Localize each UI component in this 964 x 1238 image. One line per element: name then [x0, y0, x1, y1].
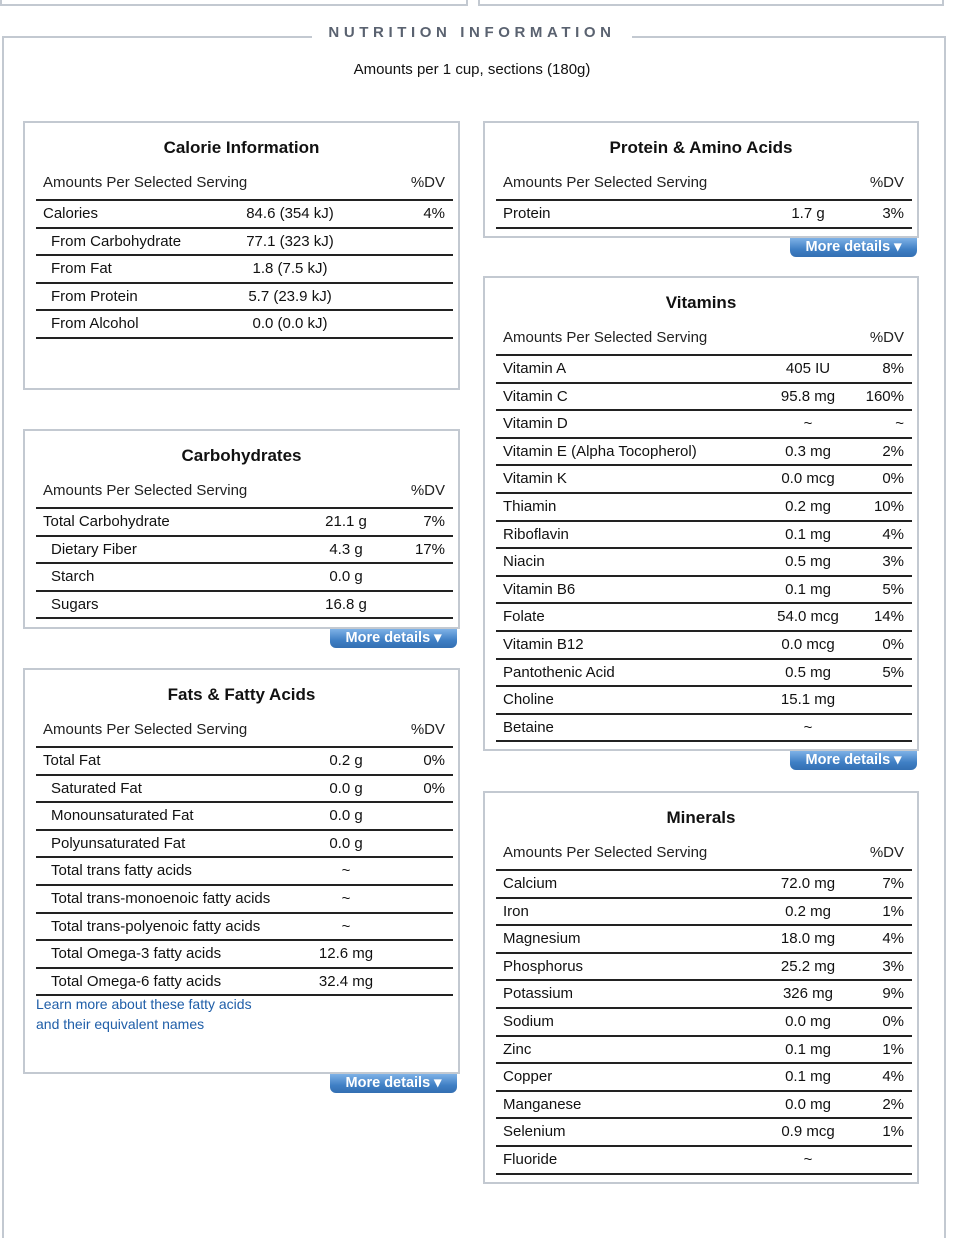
nutrient-name: Total Omega-6 fatty acids	[51, 972, 222, 990]
nutrient-name: Vitamin K	[503, 470, 567, 488]
nutrient-amount: 0.9 mcg	[781, 1123, 835, 1141]
table-row	[496, 1119, 912, 1147]
nutrient-name: From Carbohydrate	[51, 232, 182, 250]
nutrient-name: Potassium	[503, 985, 574, 1003]
table-header	[36, 167, 453, 201]
nutrient-name: Phosphorus	[503, 957, 584, 975]
table-row	[36, 748, 453, 776]
nutrient-dv: 10%	[873, 497, 904, 515]
table-row	[36, 311, 453, 339]
nutrient-amount: 0.5 mg	[785, 663, 831, 681]
amounts-column-header: Amounts Per Selected Serving	[43, 482, 248, 499]
vitamins-title: Vitamins	[665, 293, 737, 312]
nutrient-name: Folate	[503, 608, 545, 626]
nutrient-dv: 7%	[882, 875, 904, 892]
table-row	[496, 871, 912, 899]
nutrient-name: Sodium	[503, 1012, 554, 1030]
nutrient-amount: 18.0 mg	[780, 930, 836, 948]
table-row	[36, 564, 453, 592]
table-row	[496, 577, 912, 605]
nutrient-dv: 0%	[423, 752, 445, 769]
nutrient-amount: 25.2 mg	[780, 957, 836, 975]
nutrient-amount: 0.0 g	[329, 834, 363, 852]
table-row	[36, 229, 453, 257]
nutrient-dv: 1%	[882, 1040, 904, 1058]
nutrient-dv: 4%	[882, 1068, 904, 1086]
nutrient-amount: 0.2 g	[329, 752, 363, 769]
vitamins-panel	[483, 276, 919, 751]
fatty-acids-learn-more-link[interactable]: and their equivalent names	[36, 1016, 205, 1032]
nutrient-name: Vitamin A	[503, 360, 567, 377]
nutrient-name: Saturated Fat	[51, 779, 142, 797]
nutrient-name: From Protein	[51, 287, 138, 305]
nutrient-dv: 14%	[873, 608, 904, 626]
nutrient-dv: 9%	[882, 985, 904, 1003]
nutrient-amount: 0.3 mg	[785, 442, 831, 460]
table-header	[36, 475, 453, 509]
nutrient-name: Total Fat	[43, 752, 101, 769]
nutrient-amount: ~	[341, 917, 351, 935]
table-header	[36, 714, 453, 748]
nutrient-amount: 5.7 (23.9 kJ)	[248, 287, 332, 305]
table-row	[36, 776, 453, 804]
calorie-title: Calorie Information	[163, 138, 320, 157]
fats-more-details-button[interactable]: More details ▾	[330, 1074, 457, 1093]
table-row	[496, 632, 912, 660]
amounts-column-header: Amounts Per Selected Serving	[503, 174, 708, 191]
dv-column-header: %DV	[869, 844, 904, 861]
table-row	[496, 201, 912, 229]
table-row	[496, 466, 912, 494]
nutrient-amount: ~	[803, 718, 813, 736]
carbs-table	[36, 475, 453, 619]
nutrient-name: Total trans-polyenoic fatty acids	[51, 917, 261, 935]
nutrient-amount: 77.1 (323 kJ)	[246, 232, 334, 250]
table-row	[36, 201, 453, 229]
nutrient-amount: 0.0 g	[329, 568, 363, 586]
nutrient-amount: 1.7 g	[791, 205, 825, 222]
nutrient-dv: 1%	[882, 1123, 904, 1141]
dv-column-header: %DV	[869, 329, 904, 346]
nutrient-name: Betaine	[503, 718, 554, 736]
table-row	[36, 914, 453, 942]
fats-title: Fats & Fatty Acids	[167, 685, 316, 704]
nutrient-name: Calories	[43, 205, 99, 222]
nutrient-name: Total Omega-3 fatty acids	[51, 945, 222, 963]
amounts-column-header: Amounts Per Selected Serving	[503, 844, 708, 861]
table-row	[496, 1037, 912, 1065]
nutrient-name: Vitamin B12	[503, 635, 584, 653]
nutrient-dv: 3%	[882, 957, 904, 975]
nutrient-dv: 8%	[882, 360, 904, 377]
nutrient-amount: 0.1 mg	[785, 580, 831, 598]
minerals-table	[496, 837, 912, 1175]
table-row	[36, 256, 453, 284]
nutrient-name: Riboflavin	[503, 525, 569, 543]
table-row	[496, 356, 912, 384]
nutrient-amount: 54.0 mcg	[777, 608, 839, 626]
nutrient-name: Choline	[503, 691, 554, 709]
nutrient-name: Sugars	[51, 595, 99, 613]
nutrient-amount: 326 mg	[782, 985, 834, 1003]
nutrient-dv: 7%	[423, 513, 445, 530]
nutrient-amount: 0.0 mcg	[781, 470, 835, 488]
nutrient-name: Dietary Fiber	[51, 540, 137, 558]
previous-panel-left	[0, 0, 468, 6]
carbs-title: Carbohydrates	[181, 446, 302, 465]
protein-title: Protein & Amino Acids	[609, 138, 793, 157]
nutrient-amount: 0.0 (0.0 kJ)	[252, 315, 328, 333]
table-row	[496, 715, 912, 743]
table-row	[36, 969, 453, 997]
nutrient-amount: 1.8 (7.5 kJ)	[252, 260, 328, 278]
dv-column-header: %DV	[410, 482, 445, 499]
nutrient-name: Fluoride	[503, 1150, 558, 1168]
nutrient-name: Niacin	[503, 553, 545, 571]
amounts-column-header: Amounts Per Selected Serving	[43, 721, 248, 738]
minerals-panel	[483, 791, 919, 1184]
nutrient-dv: 0%	[882, 470, 904, 488]
nutrient-name: Total trans fatty acids	[51, 862, 192, 880]
dv-column-header: %DV	[410, 721, 445, 738]
protein-panel	[483, 121, 919, 238]
nutrient-name: From Fat	[51, 260, 112, 278]
nutrient-amount: ~	[341, 862, 351, 880]
nutrient-name: Calcium	[503, 875, 558, 892]
amounts-column-header: Amounts Per Selected Serving	[503, 329, 708, 346]
protein-table	[496, 167, 912, 229]
serving-subtitle: Amounts per 1 cup, sections (180g)	[353, 61, 591, 78]
table-row	[36, 886, 453, 914]
table-row	[496, 954, 912, 982]
amounts-column-header: Amounts Per Selected Serving	[43, 174, 248, 191]
minerals-title: Minerals	[666, 808, 736, 827]
nutrient-amount: 0.1 mg	[785, 1068, 831, 1086]
nutrient-amount: 95.8 mg	[780, 387, 836, 405]
table-header	[496, 322, 912, 356]
nutrient-dv: ~	[895, 415, 904, 433]
table-row	[496, 494, 912, 522]
nutrient-amount: ~	[341, 889, 351, 907]
table-row	[496, 1064, 912, 1092]
nutrient-dv: 3%	[882, 205, 904, 222]
nutrient-amount: ~	[803, 415, 813, 433]
fatty-acids-learn-more-link[interactable]: Learn more about these fatty acids	[36, 996, 252, 1012]
nutrient-dv: 2%	[882, 442, 904, 460]
table-row	[36, 831, 453, 859]
nutrient-name: Vitamin E (Alpha Tocopherol)	[503, 442, 697, 460]
nutrient-dv: 5%	[882, 663, 904, 681]
nutrient-amount: 21.1 g	[325, 513, 367, 530]
nutrient-name: Starch	[51, 568, 95, 586]
table-header	[496, 167, 912, 201]
table-row	[496, 660, 912, 688]
fats-table	[36, 714, 453, 996]
nutrient-amount: 72.0 mg	[780, 875, 836, 892]
protein-more-details-button[interactable]: More details ▾	[790, 238, 917, 257]
nutrient-dv: 5%	[882, 580, 904, 598]
nutrient-amount: 84.6 (354 kJ)	[246, 205, 334, 222]
dv-column-header: %DV	[869, 174, 904, 191]
nutrient-name: Monounsaturated Fat	[51, 807, 194, 825]
table-row	[36, 858, 453, 886]
nutrient-amount: 0.0 mcg	[781, 635, 835, 653]
table-row	[496, 926, 912, 954]
table-row	[496, 1147, 912, 1175]
table-row	[496, 522, 912, 550]
nutrient-dv: 0%	[423, 779, 445, 797]
calorie-information-panel	[23, 121, 460, 390]
table-row	[496, 411, 912, 439]
nutrient-name: Selenium	[503, 1123, 566, 1141]
table-row	[496, 1009, 912, 1037]
nutrient-amount: 15.1 mg	[780, 691, 836, 709]
nutrient-amount: 0.1 mg	[785, 525, 831, 543]
nutrient-amount: 0.2 mg	[785, 497, 831, 515]
nutrient-name: Copper	[503, 1068, 553, 1086]
nutrient-dv: 17%	[414, 540, 445, 558]
fats-panel	[23, 668, 460, 1074]
table-row	[496, 604, 912, 632]
table-row	[496, 981, 912, 1009]
nutrient-dv: 2%	[882, 1095, 904, 1113]
nutrient-name: Thiamin	[503, 497, 557, 515]
nutrient-amount: 0.0 mg	[785, 1012, 831, 1030]
vitamins-table	[496, 322, 912, 742]
nutrient-amount: 12.6 mg	[318, 945, 374, 963]
nutrient-amount: 4.3 g	[329, 540, 363, 558]
nutrient-dv: 4%	[423, 205, 445, 222]
table-row	[496, 384, 912, 412]
carbohydrates-more-details-button[interactable]: More details ▾	[330, 629, 457, 648]
nutrient-name: Zinc	[503, 1040, 532, 1058]
nutrient-amount: ~	[803, 1150, 813, 1168]
nutrient-dv: 0%	[882, 635, 904, 653]
table-row	[36, 537, 453, 565]
table-row	[496, 687, 912, 715]
previous-panel-right	[478, 0, 944, 6]
nutrient-name: Vitamin B6	[503, 580, 576, 598]
nutrient-name: Pantothenic Acid	[503, 663, 615, 681]
nutrient-dv: 1%	[882, 902, 904, 920]
carbohydrates-panel	[23, 429, 460, 629]
nutrient-dv: 3%	[882, 553, 904, 571]
table-row	[496, 1092, 912, 1120]
nutrient-name: Protein	[503, 205, 551, 222]
nutrient-amount: 0.5 mg	[785, 553, 831, 571]
nutrient-name: Polyunsaturated Fat	[51, 834, 186, 852]
dv-column-header: %DV	[410, 174, 445, 191]
table-row	[36, 803, 453, 831]
nutrient-dv: 4%	[882, 930, 904, 948]
nutrient-name: Total Carbohydrate	[43, 513, 170, 530]
nutrient-amount: 16.8 g	[325, 595, 367, 613]
nutrient-amount: 0.0 g	[329, 779, 363, 797]
table-row	[36, 509, 453, 537]
nutrient-amount: 0.0 g	[329, 807, 363, 825]
nutrient-name: Vitamin D	[503, 415, 568, 433]
nutrient-name: Magnesium	[503, 930, 581, 948]
table-row	[496, 899, 912, 927]
nutrient-name: Iron	[503, 902, 529, 920]
nutrient-amount: 0.2 mg	[785, 902, 831, 920]
table-row	[36, 284, 453, 312]
section-title: NUTRITION INFORMATION	[312, 24, 632, 41]
table-row	[496, 439, 912, 467]
nutrient-amount: 405 IU	[785, 360, 831, 377]
nutrient-name: Manganese	[503, 1095, 582, 1113]
nutrient-amount: 0.1 mg	[785, 1040, 831, 1058]
vitamins-more-details-button[interactable]: More details ▾	[790, 751, 917, 770]
table-row	[36, 592, 453, 620]
calorie-table	[36, 167, 453, 339]
nutrient-dv: 160%	[865, 387, 904, 405]
nutrient-dv: 0%	[882, 1012, 904, 1030]
table-row	[496, 549, 912, 577]
nutrient-name: Total trans-monoenoic fatty acids	[51, 889, 271, 907]
table-header	[496, 837, 912, 871]
nutrient-name: Vitamin C	[503, 387, 568, 405]
nutrient-amount: 32.4 mg	[318, 972, 374, 990]
nutrient-amount: 0.0 mg	[785, 1095, 831, 1113]
nutrient-dv: 4%	[882, 525, 904, 543]
table-row	[36, 941, 453, 969]
nutrient-name: From Alcohol	[51, 315, 139, 333]
